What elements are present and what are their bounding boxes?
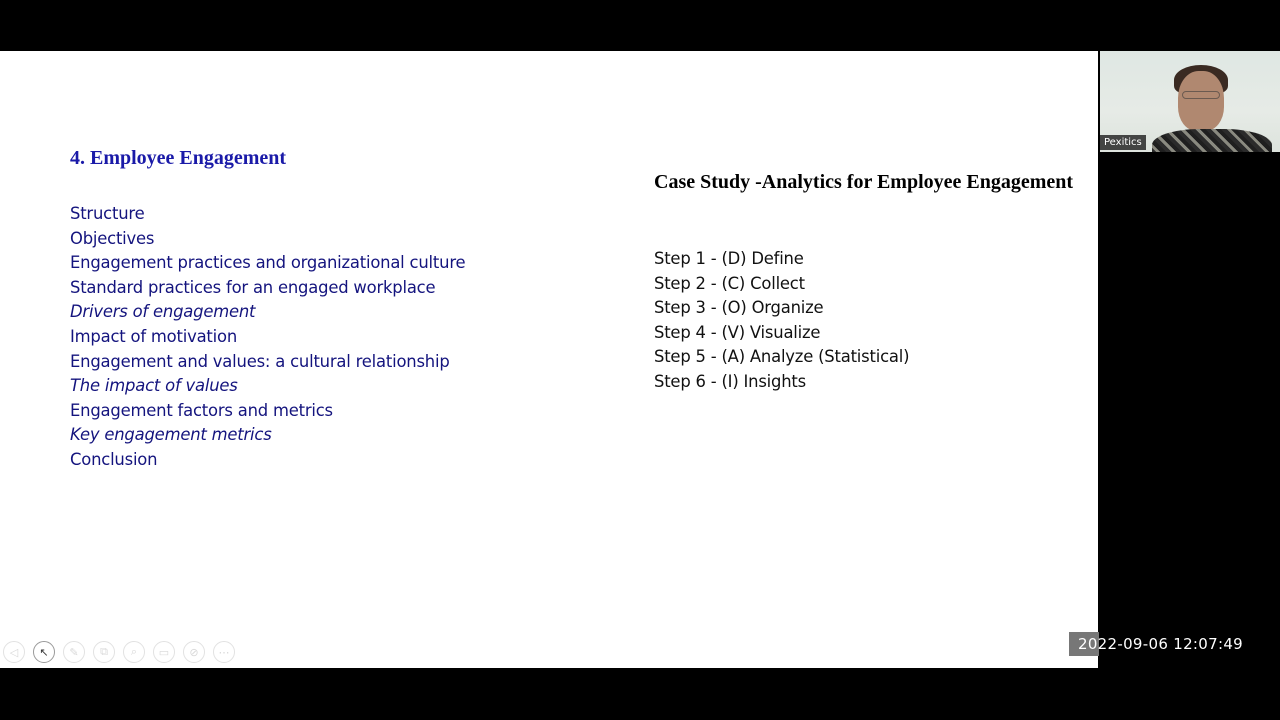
topic-item: Objectives <box>70 228 155 248</box>
subtitles-button[interactable] <box>153 641 175 663</box>
step-item: Step 4 - (V) Visualize <box>654 322 821 342</box>
subtopic-item: Drivers of engagement <box>70 302 256 322</box>
recording-timestamp: 2022-09-06 12:07:49 <box>1069 632 1243 656</box>
pointer-button[interactable] <box>33 641 55 663</box>
section-heading: 4. Employee Engagement <box>70 147 287 169</box>
step-item: Step 5 - (A) Analyze (Statistical) <box>654 347 910 367</box>
topic-item: Impact of motivation <box>70 326 238 346</box>
arrow-left-icon: ◁ <box>9 646 19 659</box>
step-item: Step 2 - (C) Collect <box>654 273 805 293</box>
topic-list <box>70 202 465 473</box>
pointer-icon: ↖ <box>39 646 49 659</box>
case-study-heading: Case Study -Analytics for Employee Engagement <box>654 171 1074 193</box>
subtopic-item: The impact of values <box>70 376 238 396</box>
step-item: Step 3 - (O) Organize <box>654 298 824 318</box>
slideshow-toolbar <box>3 641 235 663</box>
topic-item: Conclusion <box>70 449 158 469</box>
camera-off-icon: ⊘ <box>189 646 199 659</box>
slides-button[interactable] <box>93 641 115 663</box>
participant-glasses <box>1182 91 1220 99</box>
previous-slide-button[interactable] <box>3 641 25 663</box>
topic-item: Standard practices for an engaged workplace <box>70 277 436 297</box>
topic-item: Engagement and values: a cultural relationship <box>70 351 450 371</box>
topic-item: Structure <box>70 204 145 223</box>
participant-name-label: Pexitics <box>1100 135 1146 150</box>
more-options-button[interactable] <box>213 641 235 663</box>
slides-grid-icon: ⧉ <box>100 645 108 658</box>
pen-icon: ✎ <box>69 646 79 659</box>
more-icon: ⋯ <box>218 646 230 659</box>
magnifier-icon: ⌕ <box>130 645 138 658</box>
subtopic-item: Key engagement metrics <box>70 425 272 445</box>
zoom-button[interactable] <box>123 641 145 663</box>
participant-video-tile[interactable] <box>1100 51 1280 152</box>
participant-body <box>1152 129 1272 152</box>
subtitles-icon: ▭ <box>158 646 170 659</box>
step-item: Step 1 - (D) Define <box>654 249 804 268</box>
step-item: Step 6 - (I) Insights <box>654 371 806 391</box>
topic-item: Engagement practices and organizational culture <box>70 253 466 273</box>
steps-list <box>654 247 909 395</box>
participant-face <box>1178 71 1224 131</box>
pen-button[interactable] <box>63 641 85 663</box>
camera-button[interactable] <box>183 641 205 663</box>
presentation-slide <box>0 51 1098 668</box>
topic-item: Engagement factors and metrics <box>70 400 333 420</box>
